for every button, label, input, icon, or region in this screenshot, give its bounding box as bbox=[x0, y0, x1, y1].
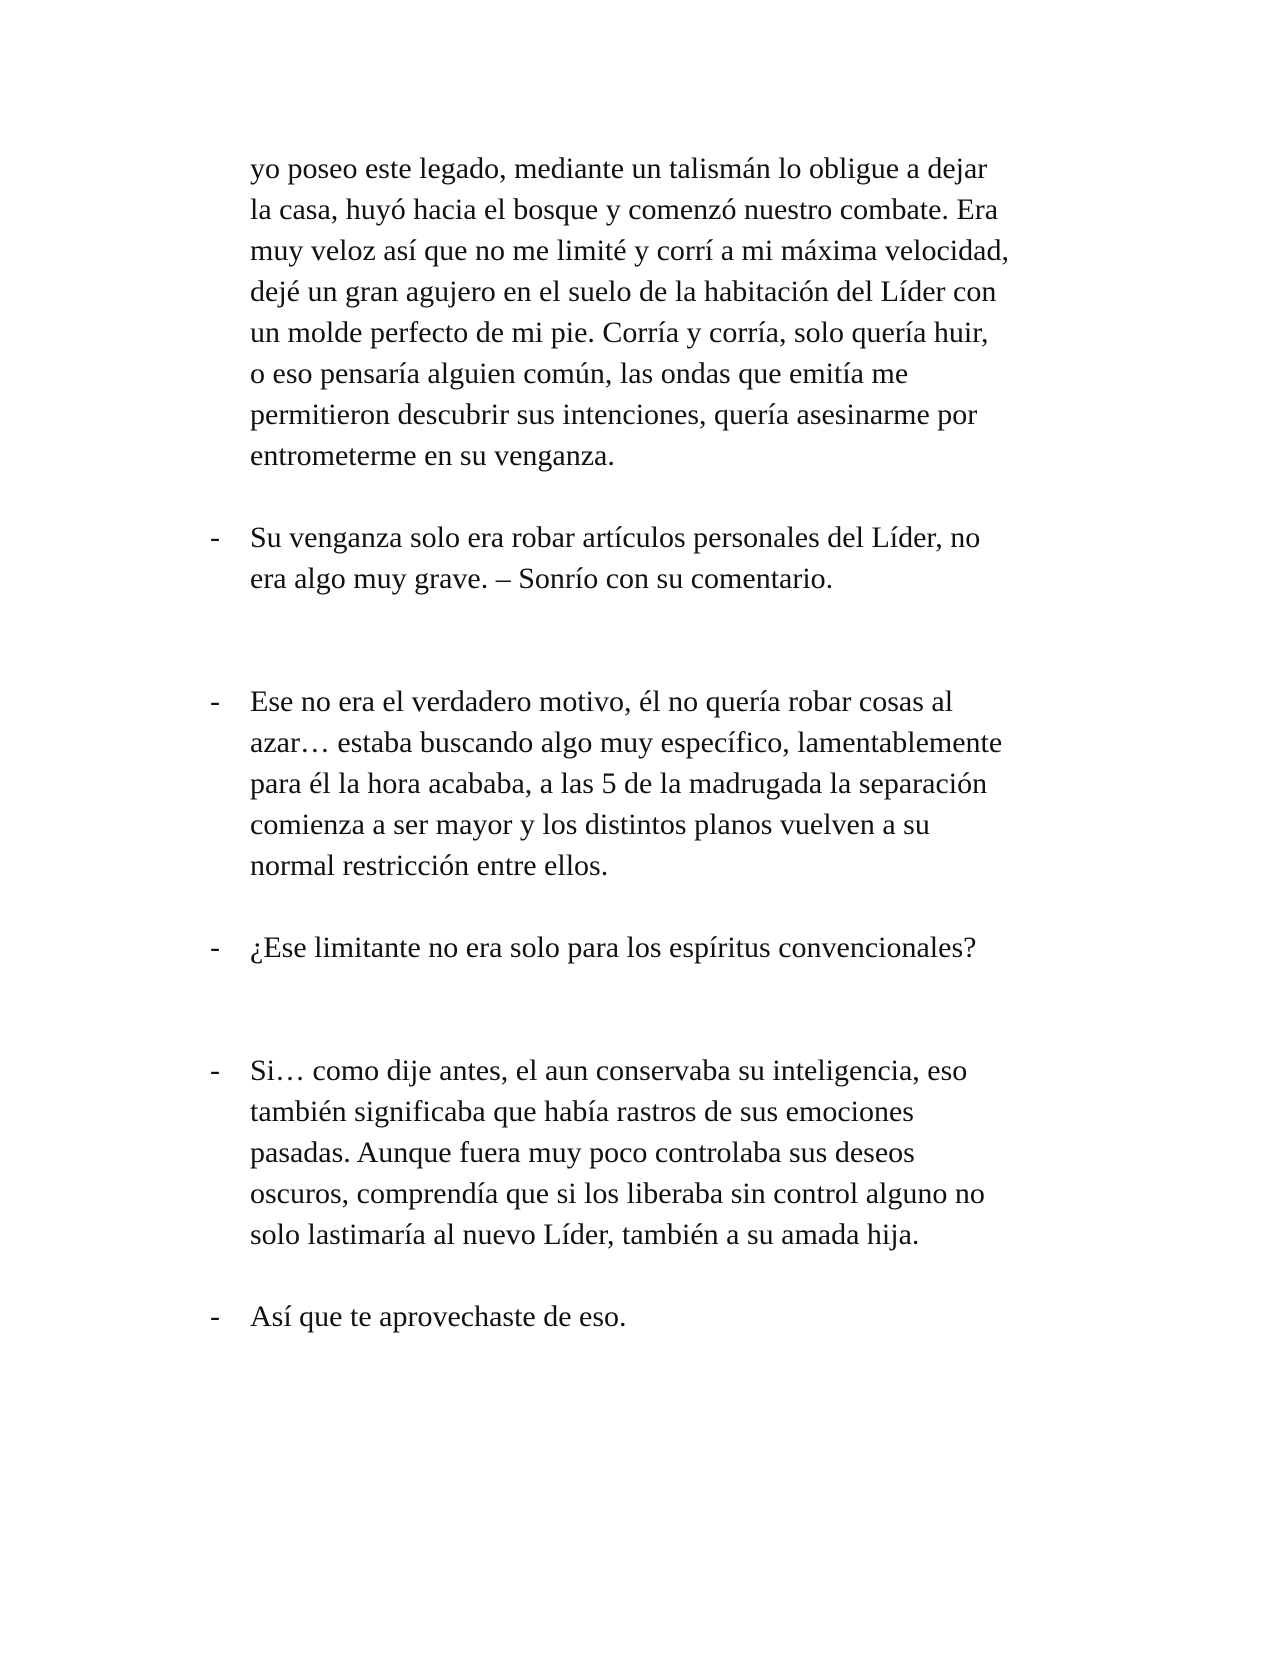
text-line: normal restricción entre ellos. bbox=[250, 849, 609, 882]
dialogue-dash: - bbox=[210, 931, 220, 964]
text-line: entrometerme en su venganza. bbox=[250, 439, 615, 472]
text-line: un molde perfecto de mi pie. Corría y corría, solo quería huir, bbox=[250, 316, 989, 349]
text-line: yo poseo este legado, mediante un talismán lo obligue a dejar bbox=[250, 152, 988, 185]
text-line: comienza a ser mayor y los distintos planos vuelven a su bbox=[250, 808, 930, 841]
dialogue-dash: - bbox=[210, 685, 220, 718]
dialogue-dash: - bbox=[210, 1054, 220, 1087]
text-line: ¿Ese limitante no era solo para los espíritus convencionales? bbox=[250, 931, 977, 964]
text-line: pasadas. Aunque fuera muy poco controlaba sus deseos bbox=[250, 1136, 915, 1169]
text-line: Ese no era el verdadero motivo, él no quería robar cosas al bbox=[250, 685, 954, 718]
text-line: para él la hora acababa, a las 5 de la madrugada la separación bbox=[250, 767, 988, 800]
text-line: la casa, huyó hacia el bosque y comenzó nuestro combate. Era bbox=[250, 193, 999, 226]
text-line: solo lastimaría al nuevo Líder, también a su amada hija. bbox=[250, 1218, 920, 1251]
text-line: era algo muy grave. – Sonrío con su comentario. bbox=[250, 562, 834, 595]
dialogue-dash: - bbox=[210, 1300, 220, 1333]
text-line: Su venganza solo era robar artículos personales del Líder, no bbox=[250, 521, 981, 554]
text-line: también significaba que había rastros de sus emociones bbox=[250, 1095, 914, 1128]
text-line: oscuros, comprendía que si los liberaba sin control alguno no bbox=[250, 1177, 985, 1210]
text-line: muy veloz así que no me limité y corrí a mi máxima velocidad, bbox=[250, 234, 1009, 267]
text-line: dejé un gran agujero en el suelo de la habitación del Líder con bbox=[250, 275, 997, 308]
text-line: permitieron descubrir sus intenciones, quería asesinarme por bbox=[250, 398, 978, 431]
text-line: o eso pensaría alguien común, las ondas que emitía me bbox=[250, 357, 909, 390]
text-line: azar… estaba buscando algo muy específico, lamentablemente bbox=[250, 726, 1003, 759]
dialogue-dash: - bbox=[210, 521, 220, 554]
text-line: Si… como dije antes, el aun conservaba su inteligencia, eso bbox=[250, 1054, 968, 1087]
text-line: Así que te aprovechaste de eso. bbox=[250, 1300, 627, 1333]
